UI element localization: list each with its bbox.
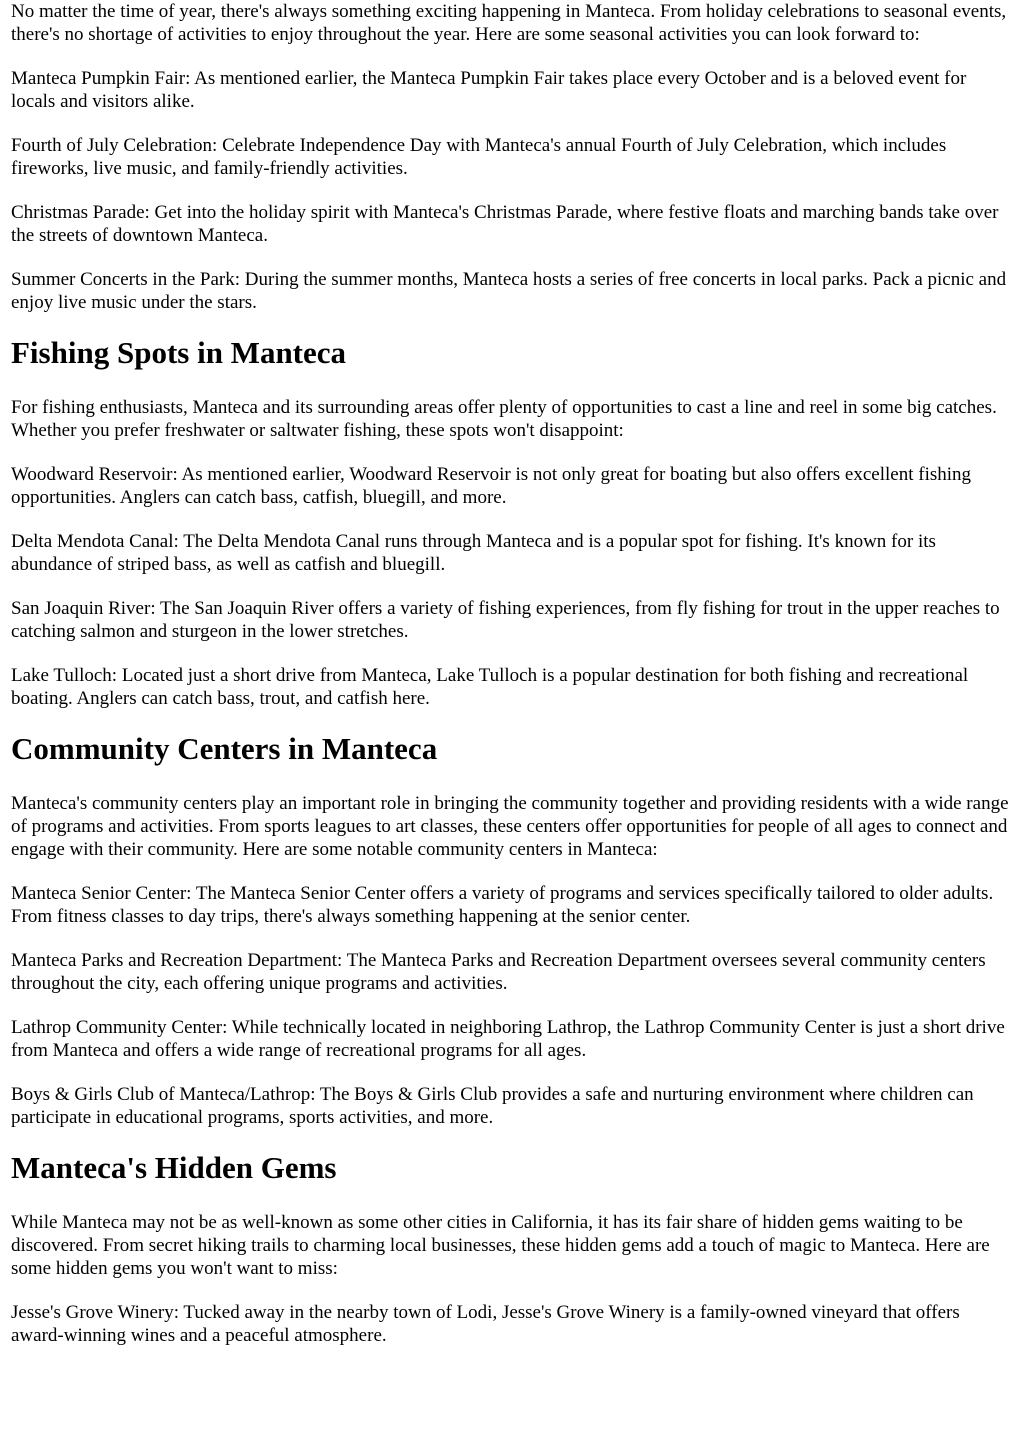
community-item-boys-girls-club: Boys & Girls Club of Manteca/Lathrop: The Boys & Girls Club provides a safe and nurturing environment where children can participate in educational programs, sports activities, and more. — [11, 1084, 974, 1128]
seasonal-item-pumpkin-fair: Manteca Pumpkin Fair: As mentioned earlier, the Manteca Pumpkin Fair takes place every October and is a beloved event for locals and visitors alike. — [11, 68, 967, 112]
community-item-senior-center: Manteca Senior Center: The Manteca Senior Center offers a variety of programs and services specifically tailored to older adults. From fitness classes to day trips, there's always something happening at the senior center. — [11, 883, 994, 927]
community-item-lathrop-center: Lathrop Community Center: While technically located in neighboring Lathrop, the Lathrop Community Center is just a short drive from Manteca and offers a wide range of recreational programs for all ages. — [11, 1017, 1005, 1061]
seasonal-item-christmas-parade: Christmas Parade: Get into the holiday spirit with Manteca's Christmas Parade, where festive floats and marching bands take over the streets of downtown Manteca. — [11, 202, 999, 246]
community-intro-paragraph: Manteca's community centers play an important role in bringing the community together and providing residents with a wide range of programs and activities. From sports leagues to art classes, these centers offer opportunities for people of all ages to connect and engage with their community. Here are some notable community centers in Manteca: — [11, 793, 1009, 860]
fishing-intro-paragraph: For fishing enthusiasts, Manteca and its surrounding areas offer plenty of opportunities to cast a line and reel in some big catches. Whether you prefer freshwater or saltwater fishing, these spots won't disappoint: — [11, 397, 997, 441]
community-heading: Community Centers in Manteca — [11, 731, 438, 766]
fishing-item-san-joaquin-river: San Joaquin River: The San Joaquin River offers a variety of fishing experiences, from fly fishing for trout in the upper reaches to catching salmon and sturgeon in the lower stretches. — [11, 598, 1000, 642]
community-item-parks-recreation: Manteca Parks and Recreation Department: The Manteca Parks and Recreation Department oversees several community centers throughout the city, each offering unique programs and activities. — [11, 950, 986, 994]
hidden-gems-heading: Manteca's Hidden Gems — [11, 1150, 337, 1185]
seasonal-intro-paragraph: No matter the time of year, there's always something exciting happening in Manteca. From holiday celebrations to seasonal events, there's no shortage of activities to enjoy throughout the year. Here are some seasonal activities you can look forward to: — [11, 1, 1007, 45]
fishing-item-woodward-reservoir: Woodward Reservoir: As mentioned earlier, Woodward Reservoir is not only great for boating but also offers excellent fishing opportunities. Anglers can catch bass, catfish, bluegill, and more. — [11, 464, 972, 508]
seasonal-item-fourth-of-july: Fourth of July Celebration: Celebrate Independence Day with Manteca's annual Fourth of July Celebration, which includes fireworks, live music, and family-friendly activities. — [11, 135, 947, 179]
fishing-item-delta-mendota-canal: Delta Mendota Canal: The Delta Mendota Canal runs through Manteca and is a popular spot for fishing. It's known for its abundance of striped bass, as well as catfish and bluegill. — [11, 531, 936, 575]
seasonal-item-summer-concerts: Summer Concerts in the Park: During the summer months, Manteca hosts a series of free concerts in local parks. Pack a picnic and enjoy live music under the stars. — [11, 269, 1007, 313]
hidden-gems-item-jesses-grove: Jesse's Grove Winery: Tucked away in the nearby town of Lodi, Jesse's Grove Winery is a family-owned vineyard that offers award-winning wines and a peaceful atmosphere. — [11, 1302, 960, 1346]
fishing-item-lake-tulloch: Lake Tulloch: Located just a short drive from Manteca, Lake Tulloch is a popular destination for both fishing and recreational boating. Anglers can catch bass, trout, and catfish here. — [11, 665, 969, 709]
hidden-gems-intro-paragraph: While Manteca may not be as well-known as some other cities in California, it has its fair share of hidden gems waiting to be discovered. From secret hiking trails to charming local businesses, these hidden gems add a touch of magic to Manteca. Here are some hidden gems you won't want to miss: — [11, 1212, 990, 1279]
fishing-heading: Fishing Spots in Manteca — [11, 335, 347, 370]
